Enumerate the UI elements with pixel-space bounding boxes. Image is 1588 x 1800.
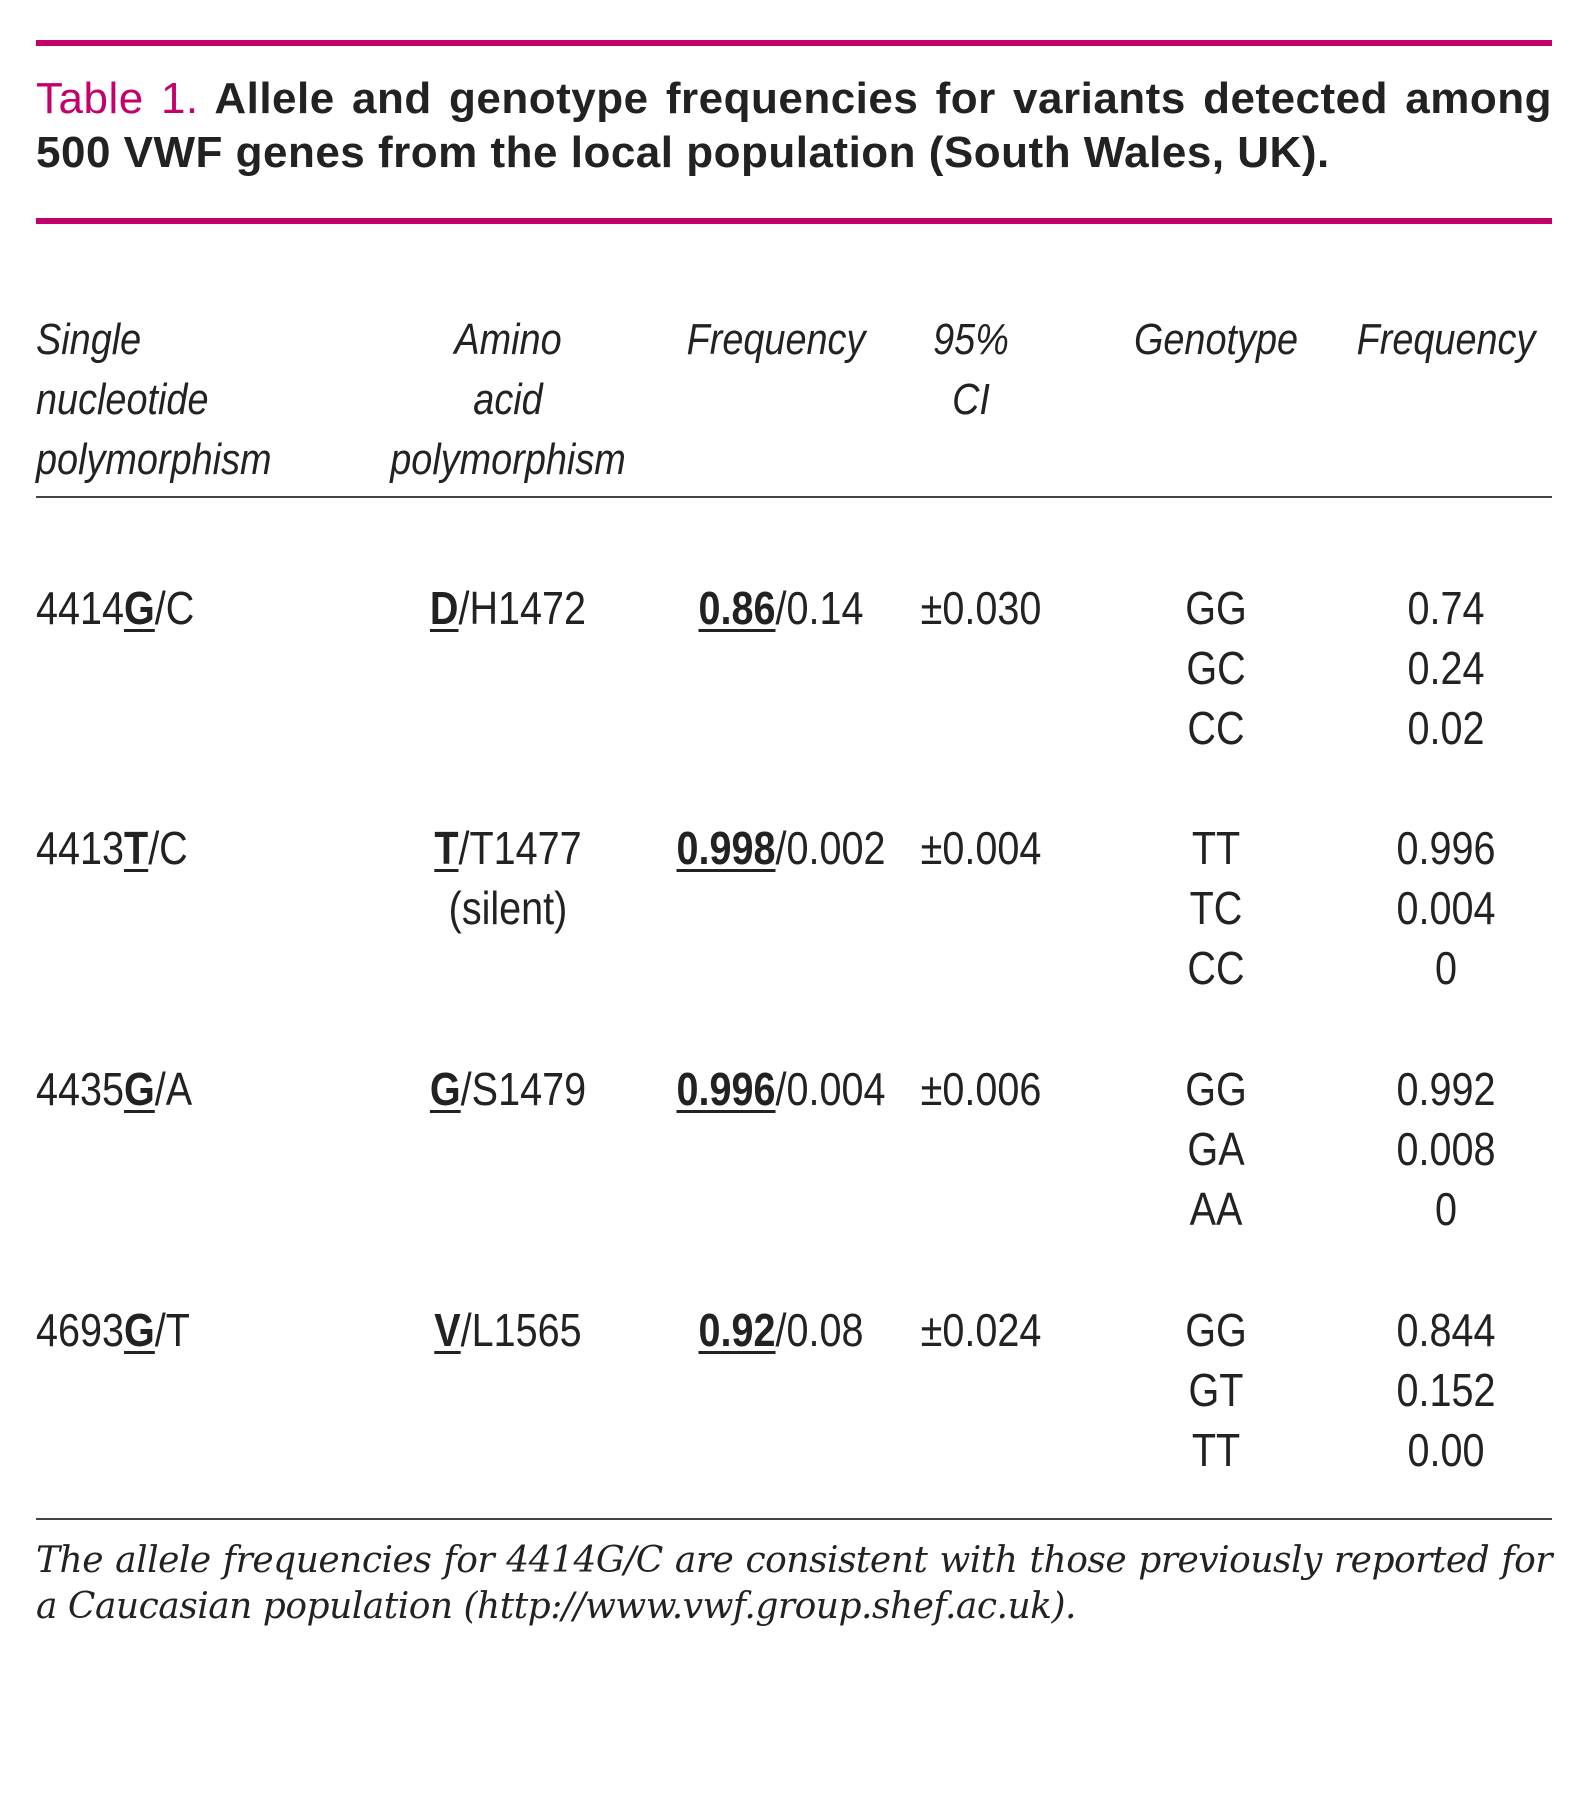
table-row — [36, 818, 1552, 1058]
frequency-minor: /0.08 — [775, 1304, 864, 1356]
aa-suffix: /L1565 — [460, 1304, 582, 1356]
snp-cell — [36, 1300, 190, 1360]
aa-note: (silent) — [448, 882, 568, 934]
genotype-frequency: 0.152 — [1396, 1364, 1496, 1416]
header-snp-line-3: polymorphism — [36, 435, 272, 484]
ci-cell: ±0.030 — [920, 582, 1042, 634]
ci-cell: ±0.024 — [920, 1304, 1042, 1356]
header-genotype-frequency-text: Frequency — [1356, 315, 1536, 364]
frequency-major: 0.996 — [676, 1063, 776, 1115]
genotype-frequency-cell — [1386, 1300, 1506, 1480]
aa-major: G — [429, 1063, 461, 1115]
header-snp-line-2: nucleotide — [36, 375, 209, 424]
genotype-frequency-cell — [1386, 818, 1506, 998]
genotype-frequency-cell — [1386, 1059, 1506, 1239]
genotype-cell — [1164, 1059, 1267, 1239]
frequency-major: 0.998 — [676, 822, 776, 874]
frequency-cell — [665, 818, 897, 878]
genotype: TT — [1191, 1424, 1241, 1476]
frequency-major: 0.92 — [698, 1304, 776, 1356]
table-row — [36, 578, 1552, 818]
top-rule — [36, 40, 1552, 46]
ci-cell: ±0.006 — [920, 1063, 1042, 1115]
genotype-frequency: 0.008 — [1396, 1123, 1496, 1175]
aa-cell — [379, 1059, 637, 1119]
genotype: CC — [1187, 702, 1245, 754]
genotype-frequency: 0.24 — [1407, 642, 1485, 694]
snp-prefix: 4693 — [36, 1304, 125, 1356]
aa-major: D — [429, 582, 459, 634]
frequency-major: 0.86 — [698, 582, 776, 634]
ci-cell: ±0.004 — [920, 822, 1042, 874]
snp-major-allele: G — [124, 1063, 155, 1115]
genotype-frequency: 0.996 — [1396, 822, 1496, 874]
snp-suffix: /C — [154, 582, 195, 634]
genotype-cell — [1164, 818, 1267, 998]
header-frequency — [664, 310, 888, 370]
genotype: GG — [1185, 582, 1247, 634]
genotype: GG — [1185, 1304, 1247, 1356]
genotype-cell — [1164, 578, 1267, 758]
genotype-frequency: 0.74 — [1407, 582, 1485, 634]
header-snp-line-1: Single — [36, 315, 142, 364]
snp-cell — [36, 578, 194, 638]
header-ci-line-1: 95% — [933, 315, 1009, 364]
genotype: GA — [1187, 1123, 1245, 1175]
snp-major-allele: G — [124, 582, 155, 634]
snp-cell — [36, 1059, 192, 1119]
header-aa-line-3: polymorphism — [390, 435, 626, 484]
table-figure — [36, 40, 1552, 1630]
header-snp — [36, 310, 272, 490]
header-aa-line-2: acid — [473, 375, 543, 424]
aa-cell — [379, 578, 637, 638]
genotype: GT — [1188, 1364, 1244, 1416]
header-frequency-text: Frequency — [686, 315, 866, 364]
aa-cell — [379, 1300, 637, 1360]
frequency-minor: /0.004 — [775, 1063, 886, 1115]
genotype-frequency: 0 — [1434, 1183, 1458, 1235]
aa-major: V — [434, 1304, 461, 1356]
snp-prefix: 4435 — [36, 1063, 125, 1115]
snp-major-allele: G — [124, 1304, 155, 1356]
snp-prefix: 4413 — [36, 822, 125, 874]
aa-suffix: /S1479 — [460, 1063, 587, 1115]
header-ci — [907, 310, 1036, 430]
genotype-frequency: 0.844 — [1396, 1304, 1496, 1356]
aa-suffix: /T1477 — [458, 822, 582, 874]
genotype: TT — [1191, 822, 1241, 874]
caption-text: Allele and genotype frequencies for variants detected among 500 VWF genes from the local population (South Wales, UK). — [36, 74, 1553, 177]
frequency-cell — [665, 578, 897, 638]
table-caption — [36, 72, 1552, 180]
table-header — [36, 224, 1552, 496]
genotype-frequency: 0.004 — [1396, 882, 1496, 934]
frequency-minor: /0.002 — [775, 822, 886, 874]
table-row — [36, 1300, 1552, 1540]
frequency-cell — [665, 1059, 897, 1119]
genotype: AA — [1189, 1183, 1243, 1235]
genotype: GG — [1185, 1063, 1247, 1115]
genotype-frequency: 0 — [1434, 942, 1458, 994]
genotype-frequency: 0.992 — [1396, 1063, 1496, 1115]
aa-suffix: /H1472 — [458, 582, 587, 634]
header-genotype-frequency — [1334, 310, 1558, 370]
snp-major-allele: T — [124, 822, 149, 874]
genotype-cell — [1164, 1300, 1267, 1480]
aa-major: T — [434, 822, 459, 874]
table-row — [36, 1059, 1552, 1299]
table-body — [36, 498, 1552, 1518]
genotype: GC — [1186, 642, 1246, 694]
snp-suffix: /A — [154, 1063, 193, 1115]
genotype: CC — [1187, 942, 1245, 994]
genotype-frequency: 0.02 — [1407, 702, 1485, 754]
table-footnote: The allele frequencies for 4414G/C are consistent with those previously reported for a Caucasian population (http://www.vwf.group.shef.ac.uk). — [36, 1540, 1552, 1627]
header-genotype-text: Genotype — [1133, 315, 1299, 364]
genotype: TC — [1189, 882, 1243, 934]
snp-cell — [36, 818, 188, 878]
genotype-frequency: 0.00 — [1407, 1424, 1485, 1476]
aa-cell — [379, 818, 637, 938]
header-genotype — [1113, 310, 1319, 370]
header-aa-line-1: Amino — [454, 315, 562, 364]
header-ci-line-2: CI — [952, 375, 990, 424]
frequency-cell — [665, 1300, 897, 1360]
caption-label: Table 1. — [36, 74, 199, 123]
frequency-minor: /0.14 — [775, 582, 864, 634]
snp-prefix: 4414 — [36, 582, 125, 634]
genotype-frequency-cell — [1386, 578, 1506, 758]
snp-suffix: /C — [148, 822, 188, 874]
snp-suffix: /T — [154, 1304, 190, 1356]
header-amino-acid — [379, 310, 637, 490]
